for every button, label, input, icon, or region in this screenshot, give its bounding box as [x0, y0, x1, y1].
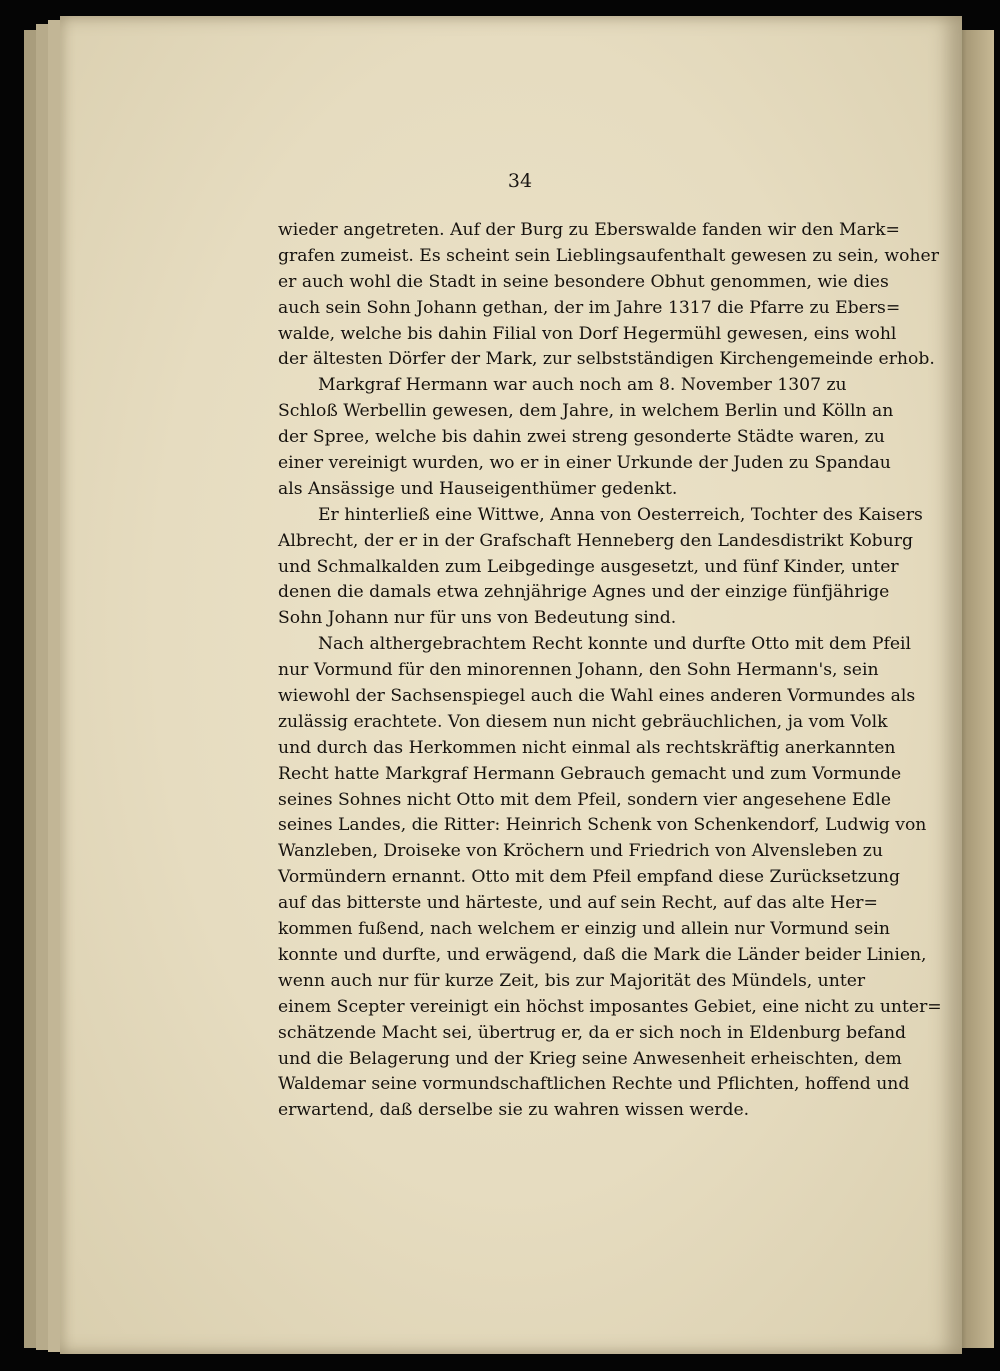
text-line: Waldemar seine vormundschaftlichen Rechte und Pflichten, hoffend und — [278, 1074, 910, 1095]
text-line: seines Landes, die Ritter: Heinrich Schenk von Schenkendorf, Ludwig von — [278, 815, 927, 836]
text-line: wieder angetreten. Auf der Burg zu Eberswalde fanden wir den Mark= — [278, 220, 900, 240]
text-line: Vormündern ernannt. Otto mit dem Pfeil empfand diese Zurücksetzung — [278, 867, 900, 888]
text-line: Wanzleben, Droiseke von Kröchern und Friedrich von Alvensleben zu — [278, 841, 883, 862]
text-line: denen die damals etwa zehnjährige Agnes und der einzige fünfjährige — [278, 582, 890, 603]
text-line: walde, welche bis dahin Filial von Dorf Hegermühl gewesen, eins wohl — [278, 323, 897, 344]
book-page — [60, 16, 962, 1354]
text-line: auch sein Sohn Johann gethan, der im Jahre 1317 die Pfarre zu Ebers= — [278, 297, 901, 318]
text-line: und Schmalkalden zum Leibgedinge ausgesetzt, und fünf Kinder, unter — [278, 556, 899, 577]
text-line: als Ansässige und Hauseigenthümer gedenkt. — [278, 478, 678, 499]
text-line: seines Sohnes nicht Otto mit dem Pfeil, sondern vier angesehene Edle — [278, 789, 892, 810]
text-line: erwartend, daß derselbe sie zu wahren wissen werde. — [278, 1100, 750, 1121]
text-line: der ältesten Dörfer der Mark, zur selbstständigen Kirchengemeinde erhob. — [278, 349, 935, 370]
text-line: schätzende Macht sei, übertrug er, da er sich noch in Eldenburg befand — [278, 1022, 907, 1043]
text-line: einer vereinigt wurden, wo er in einer Urkunde der Juden zu Spandau — [278, 453, 891, 474]
text-line: Recht hatte Markgraf Hermann Gebrauch gemacht und zum Vormunde — [278, 763, 902, 784]
text-line: Schloß Werbellin gewesen, dem Jahre, in welchem Berlin und Kölln an — [278, 401, 894, 422]
text-line: auf das bitterste und härteste, und auf sein Recht, auf das alte Her= — [278, 893, 878, 914]
page-number: 34 — [507, 170, 533, 192]
text-line: wenn auch nur für kurze Zeit, bis zur Majorität des Mündels, unter — [278, 970, 866, 991]
text-line: konnte und durfte, und erwägend, daß die Mark die Länder beider Linien, — [278, 944, 927, 965]
body-text — [278, 218, 942, 1124]
text-line: Sohn Johann nur für uns von Bedeutung sind. — [278, 608, 677, 629]
text-line: er auch wohl die Stadt in seine besondere Obhut genommen, wie dies — [278, 271, 889, 292]
text-line: wiewohl der Sachsenspiegel auch die Wahl eines anderen Vormundes als — [278, 686, 916, 707]
text-line: und durch das Herkommen nicht einmal als rechtskräftig anerkannten — [278, 737, 896, 758]
text-line: nur Vormund für den minorennen Johann, den Sohn Hermann's, sein — [278, 660, 879, 681]
text-line: Albrecht, der er in der Grafschaft Henneberg den Landesdistrikt Koburg — [278, 530, 913, 551]
text-line: kommen fußend, nach welchem er einzig und allein nur Vormund sein — [278, 919, 890, 940]
text-line: Markgraf Hermann war auch noch am 8. November 1307 zu — [318, 375, 847, 396]
text-line: Nach althergebrachtem Recht konnte und durfte Otto mit dem Pfeil — [318, 634, 912, 655]
text-line: zulässig erachtete. Von diesem nun nicht gebräuchlichen, ja vom Volk — [278, 711, 888, 732]
text-line: Er hinterließ eine Wittwe, Anna von Oesterreich, Tochter des Kaisers — [318, 504, 923, 525]
text-line: grafen zumeist. Es scheint sein Lieblingsaufenthalt gewesen zu sein, woher — [278, 245, 939, 266]
text-line: der Spree, welche bis dahin zwei streng gesonderte Städte waren, zu — [278, 427, 885, 448]
text-line: einem Scepter vereinigt ein höchst imposantes Gebiet, eine nicht zu unter= — [278, 996, 942, 1017]
text-line: und die Belagerung und der Krieg seine Anwesenheit erheischten, dem — [278, 1048, 902, 1069]
